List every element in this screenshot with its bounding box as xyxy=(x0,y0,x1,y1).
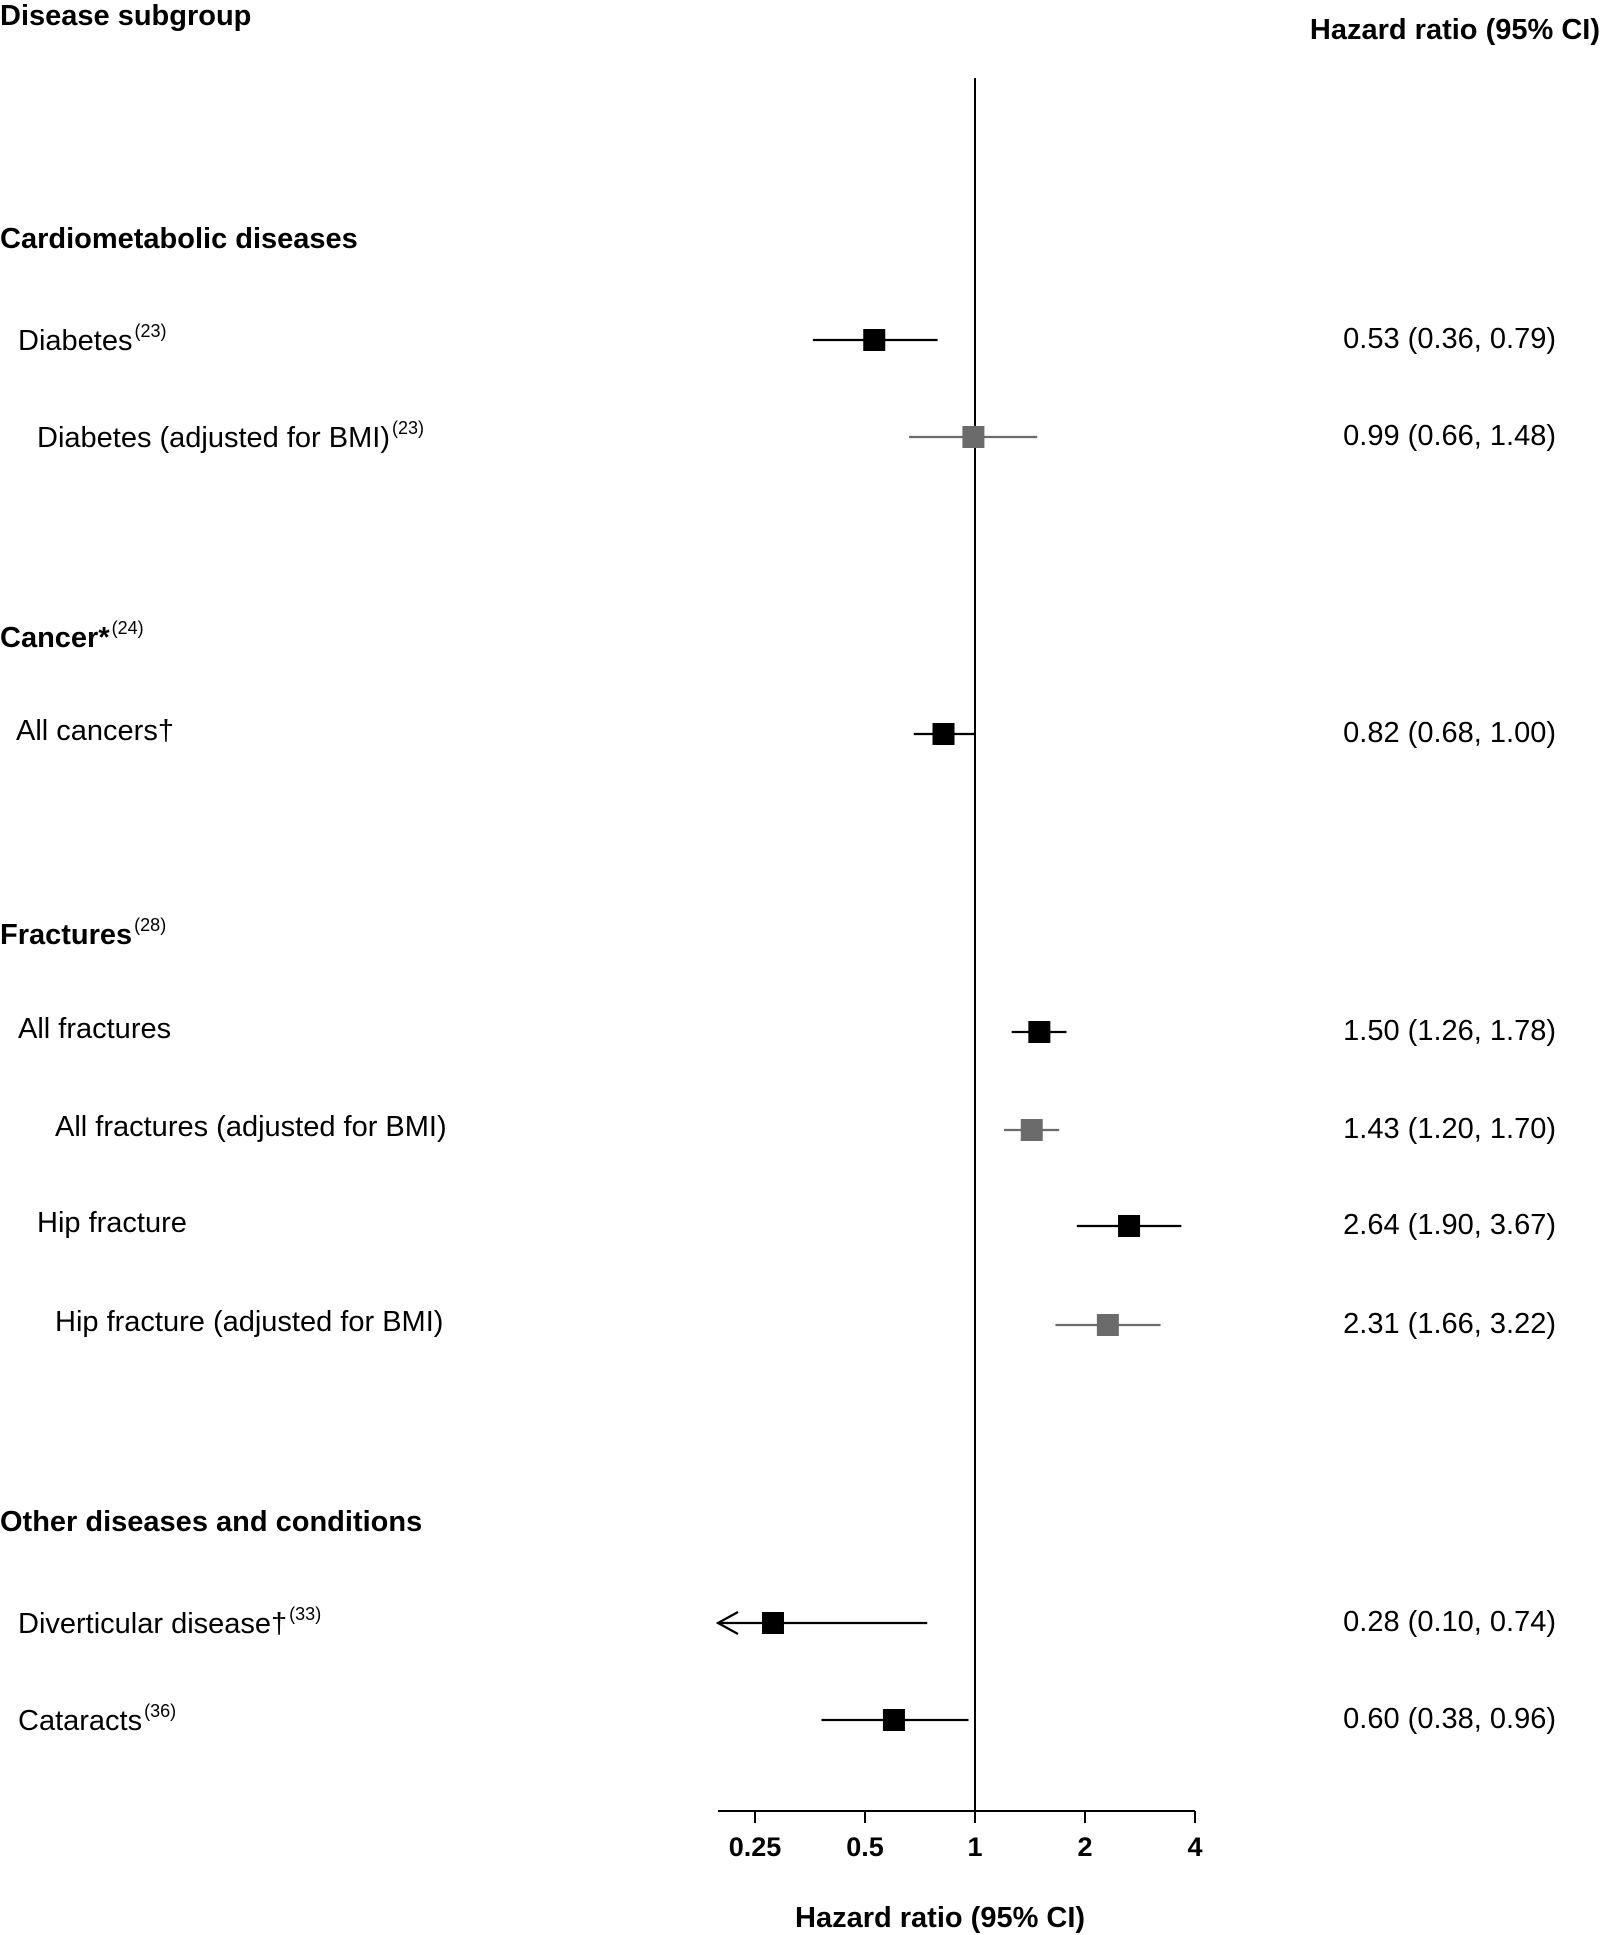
reference-superscript: (23) xyxy=(134,321,167,341)
point-estimate-cataracts xyxy=(883,1709,905,1731)
hazard-ratio-value-all-cancers: 0.82 (0.68, 1.00) xyxy=(1343,717,1556,749)
x-tick-label: 0.5 xyxy=(846,1832,884,1862)
hazard-ratio-value-diabetes: 0.53 (0.36, 0.79) xyxy=(1343,323,1556,355)
point-estimate-all-fractures-adjusted-for-bmi xyxy=(1021,1119,1043,1141)
point-estimate-hip-fracture xyxy=(1118,1215,1140,1237)
hazard-ratio-value-all-fractures-adjusted-for-bmi: 1.43 (1.20, 1.70) xyxy=(1343,1113,1556,1145)
x-tick-label: 0.25 xyxy=(728,1832,782,1862)
row-label-text: Other diseases and conditions xyxy=(0,1506,423,1538)
row-label-text: Cardiometabolic diseases xyxy=(0,223,358,255)
point-estimate-all-cancers xyxy=(933,723,955,745)
row-label-text: Hip fracture (adjusted for BMI) xyxy=(55,1306,444,1338)
hazard-ratio-value-diabetes-adjusted-for-bmi: 0.99 (0.66, 1.48) xyxy=(1343,420,1556,452)
row-label-text: Diabetes (adjusted for BMI) xyxy=(37,422,390,454)
reference-superscript: (24) xyxy=(111,618,144,638)
x-axis-title: Hazard ratio (95% CI) xyxy=(795,1902,1086,1934)
x-tick-label: 2 xyxy=(1077,1832,1093,1862)
reference-superscript: (28) xyxy=(134,915,167,935)
point-estimate-all-fractures xyxy=(1028,1021,1050,1043)
reference-superscript: (36) xyxy=(144,1701,177,1721)
row-label-text: Cancer* xyxy=(0,622,110,654)
column-header-disease-subgroup: Disease subgroup xyxy=(0,0,252,32)
hazard-ratio-value-hip-fracture: 2.64 (1.90, 3.67) xyxy=(1343,1209,1556,1241)
point-estimate-hip-fracture-adjusted-for-bmi xyxy=(1097,1314,1119,1336)
hazard-ratio-value-diverticular-disease: 0.28 (0.10, 0.74) xyxy=(1343,1606,1556,1638)
reference-superscript: (23) xyxy=(391,418,424,438)
row-label-text: Fractures xyxy=(0,919,133,951)
row-label-text: All fractures xyxy=(18,1013,172,1045)
x-tick-label: 1 xyxy=(967,1832,983,1862)
reference-superscript: (33) xyxy=(289,1604,322,1624)
row-label-text: Cataracts xyxy=(18,1705,143,1737)
point-estimate-diabetes xyxy=(863,329,885,351)
row-label-text: Hip fracture xyxy=(37,1207,187,1239)
point-estimate-diverticular-disease xyxy=(762,1612,784,1634)
row-label-text: All cancers† xyxy=(16,715,174,747)
hazard-ratio-value-all-fractures: 1.50 (1.26, 1.78) xyxy=(1343,1015,1556,1047)
hazard-ratio-value-cataracts: 0.60 (0.38, 0.96) xyxy=(1343,1703,1556,1735)
hazard-ratio-value-hip-fracture-adjusted-for-bmi: 2.31 (1.66, 3.22) xyxy=(1343,1308,1556,1340)
row-label-text: All fractures (adjusted for BMI) xyxy=(55,1111,447,1143)
x-tick-label: 4 xyxy=(1187,1832,1203,1862)
point-estimate-diabetes-adjusted-for-bmi xyxy=(962,426,984,448)
column-header-hazard-ratio: Hazard ratio (95% CI) xyxy=(1309,14,1600,46)
row-label-text: Diabetes xyxy=(18,325,133,357)
row-label-text: Diverticular disease† xyxy=(18,1608,288,1640)
